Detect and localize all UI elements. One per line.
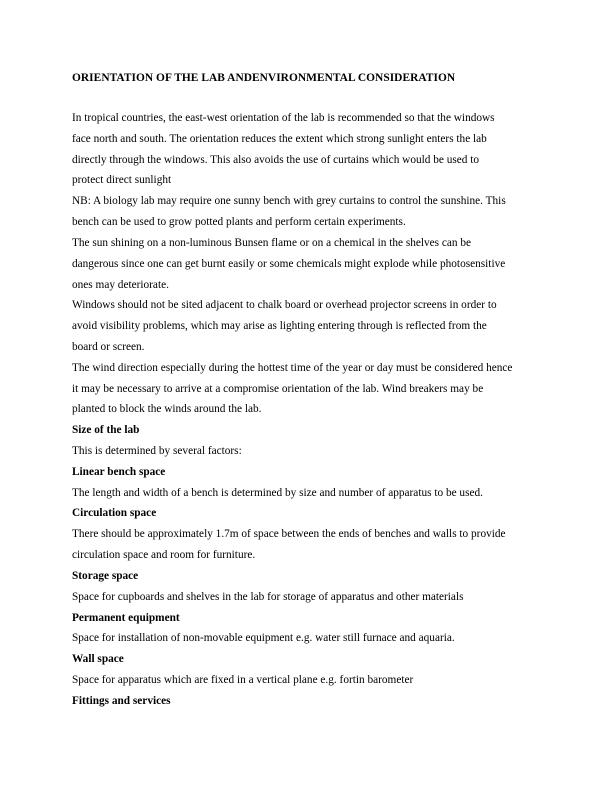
text-line: it may be necessary to arrive at a compromise orientation of the lab. Wind breakers may be bbox=[72, 382, 484, 395]
document-title: ORIENTATION OF THE LAB ANDENVIRONMENTAL CONSIDERATION bbox=[72, 72, 456, 84]
section-heading: Storage space bbox=[72, 569, 139, 582]
heading-wall-space bbox=[72, 649, 552, 670]
text-line: face north and south. The orientation reduces the extent which strong sunlight enters the lab bbox=[72, 132, 487, 145]
text-line: ones may deteriorate. bbox=[72, 278, 169, 291]
document-body bbox=[72, 108, 552, 712]
text-line: The length and width of a bench is determined by size and number of apparatus to be used. bbox=[72, 486, 483, 499]
section-heading: Size of the lab bbox=[72, 424, 140, 437]
heading-linear-bench-space bbox=[72, 462, 552, 483]
paragraph-nb-note bbox=[72, 191, 552, 233]
text-line: directly through the windows. This also avoids the use of curtains which would be used to bbox=[72, 153, 480, 166]
heading-fittings-and-services bbox=[72, 691, 552, 712]
paragraph-storage-space bbox=[72, 587, 552, 608]
section-heading: Linear bench space bbox=[72, 465, 166, 478]
paragraph-sun-hazard bbox=[72, 233, 552, 295]
paragraph-wind bbox=[72, 358, 552, 420]
paragraph-linear-bench-space bbox=[72, 483, 552, 504]
text-line: dangerous since one can get burnt easily or some chemicals might explode while photosensitive bbox=[72, 257, 506, 270]
text-line: NB: A biology lab may require one sunny bench with grey curtains to control the sunshine. This bbox=[72, 195, 506, 208]
text-line: avoid visibility problems, which may arise as lighting entering through is reflected from the bbox=[72, 320, 487, 333]
text-line: The sun shining on a non-luminous Bunsen flame or on a chemical in the shelves can be bbox=[72, 236, 472, 249]
heading-storage-space bbox=[72, 566, 552, 587]
section-heading: Circulation space bbox=[72, 507, 157, 520]
section-heading: Fittings and services bbox=[72, 694, 171, 707]
heading-circulation-space bbox=[72, 503, 552, 524]
text-line: Space for installation of non-movable equipment e.g. water still furnace and aquaria. bbox=[72, 632, 455, 645]
text-line: circulation space and room for furniture. bbox=[72, 549, 256, 562]
text-line: The wind direction especially during the hottest time of the year or day must be considered hence bbox=[72, 361, 513, 374]
text-line: In tropical countries, the east-west orientation of the lab is recommended so that the windows bbox=[72, 112, 495, 124]
paragraph-permanent-equipment bbox=[72, 628, 552, 649]
text-line: planted to block the winds around the lab. bbox=[72, 403, 262, 416]
text-line: This is determined by several factors: bbox=[72, 445, 242, 457]
paragraph-circulation-space bbox=[72, 524, 552, 566]
paragraph-size-intro bbox=[72, 441, 552, 462]
text-line: Space for apparatus which are fixed in a vertical plane e.g. fortin barometer bbox=[72, 673, 414, 686]
text-line: board or screen. bbox=[72, 340, 145, 353]
section-heading: Wall space bbox=[72, 653, 124, 666]
paragraph-wall-space bbox=[72, 670, 552, 691]
heading-size-of-lab bbox=[72, 420, 552, 441]
paragraph-orientation bbox=[72, 108, 552, 191]
text-line: Space for cupboards and shelves in the lab for storage of apparatus and other materials bbox=[72, 590, 464, 603]
paragraph-windows bbox=[72, 295, 552, 357]
text-line: protect direct sunlight bbox=[72, 174, 172, 187]
text-line: There should be approximately 1.7m of space between the ends of benches and walls to provide bbox=[72, 528, 506, 541]
text-line: Windows should not be sited adjacent to chalk board or overhead projector screens in order to bbox=[72, 299, 497, 312]
heading-permanent-equipment bbox=[72, 608, 552, 629]
section-heading: Permanent equipment bbox=[72, 611, 180, 624]
text-line: bench can be used to grow potted plants and perform certain experiments. bbox=[72, 216, 406, 229]
